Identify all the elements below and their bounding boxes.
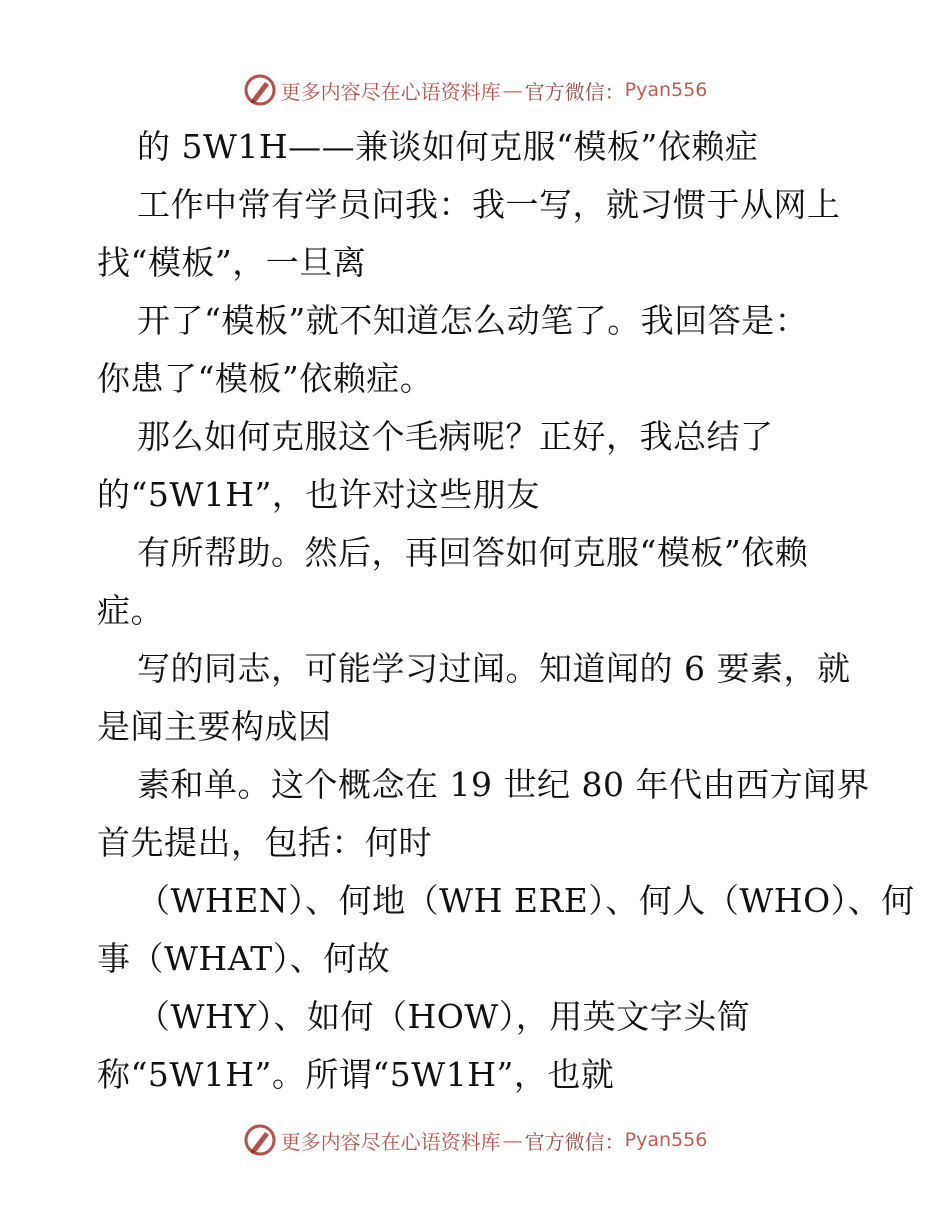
watermark-header — [0, 70, 950, 110]
text-line: 事（WHAT）、何故 — [97, 939, 391, 978]
text-line: 开了“模板”就不知道怎么动笔了。我回答是： — [137, 301, 809, 340]
watermark-wechat-id: Pyan556 — [624, 1129, 708, 1151]
text-line: 写的同志，可能学习过闻。知道闻的 6 要素，就 — [137, 649, 851, 688]
pen-logo-icon — [243, 73, 277, 107]
watermark-brand-text: 更多内容尽在心语资料库 — [280, 79, 501, 104]
text-line: 是闻主要构成因 — [97, 707, 332, 746]
text-line: （WHEN）、何地（WH ERE）、何人（WHO）、何 — [137, 881, 915, 920]
text-line: 找“模板”，一旦离 — [97, 243, 367, 282]
text-line: 的 5W1H——兼谈如何克服“模板”依赖症 — [137, 127, 759, 166]
watermark-official-label: 官方微信： — [524, 1129, 625, 1154]
text-line: 首先提出，包括：何时 — [97, 823, 432, 862]
document-body — [97, 118, 915, 1104]
text-line: 症。 — [97, 591, 164, 630]
pen-logo-icon — [243, 1123, 277, 1157]
text-line: （WHY）、如何（HOW），用英文字头简 — [137, 997, 751, 1036]
text-line: 有所帮助。然后，再回答如何克服“模板”依赖 — [137, 533, 809, 572]
text-line: 你患了“模板”依赖症。 — [97, 359, 434, 398]
watermark-official-label: 官方微信： — [524, 79, 625, 104]
watermark-separator: — — [502, 1128, 523, 1152]
watermark-wechat-id: Pyan556 — [624, 79, 708, 101]
text-line: 工作中常有学员问我：我一写，就习惯于从网上 — [137, 185, 841, 224]
text-line: 称“5W1H”。所谓“5W1H”，也就 — [97, 1055, 615, 1094]
watermark-brand-text: 更多内容尽在心语资料库 — [280, 1129, 501, 1154]
watermark-footer — [0, 1120, 950, 1160]
text-line: 素和单。这个概念在 19 世纪 80 年代由西方闻界 — [137, 765, 870, 804]
text-line: 的“5W1H”，也许对这些朋友 — [97, 475, 540, 514]
text-line: 那么如何克服这个毛病呢？正好，我总结了 — [137, 417, 774, 456]
watermark-separator: — — [502, 78, 523, 102]
